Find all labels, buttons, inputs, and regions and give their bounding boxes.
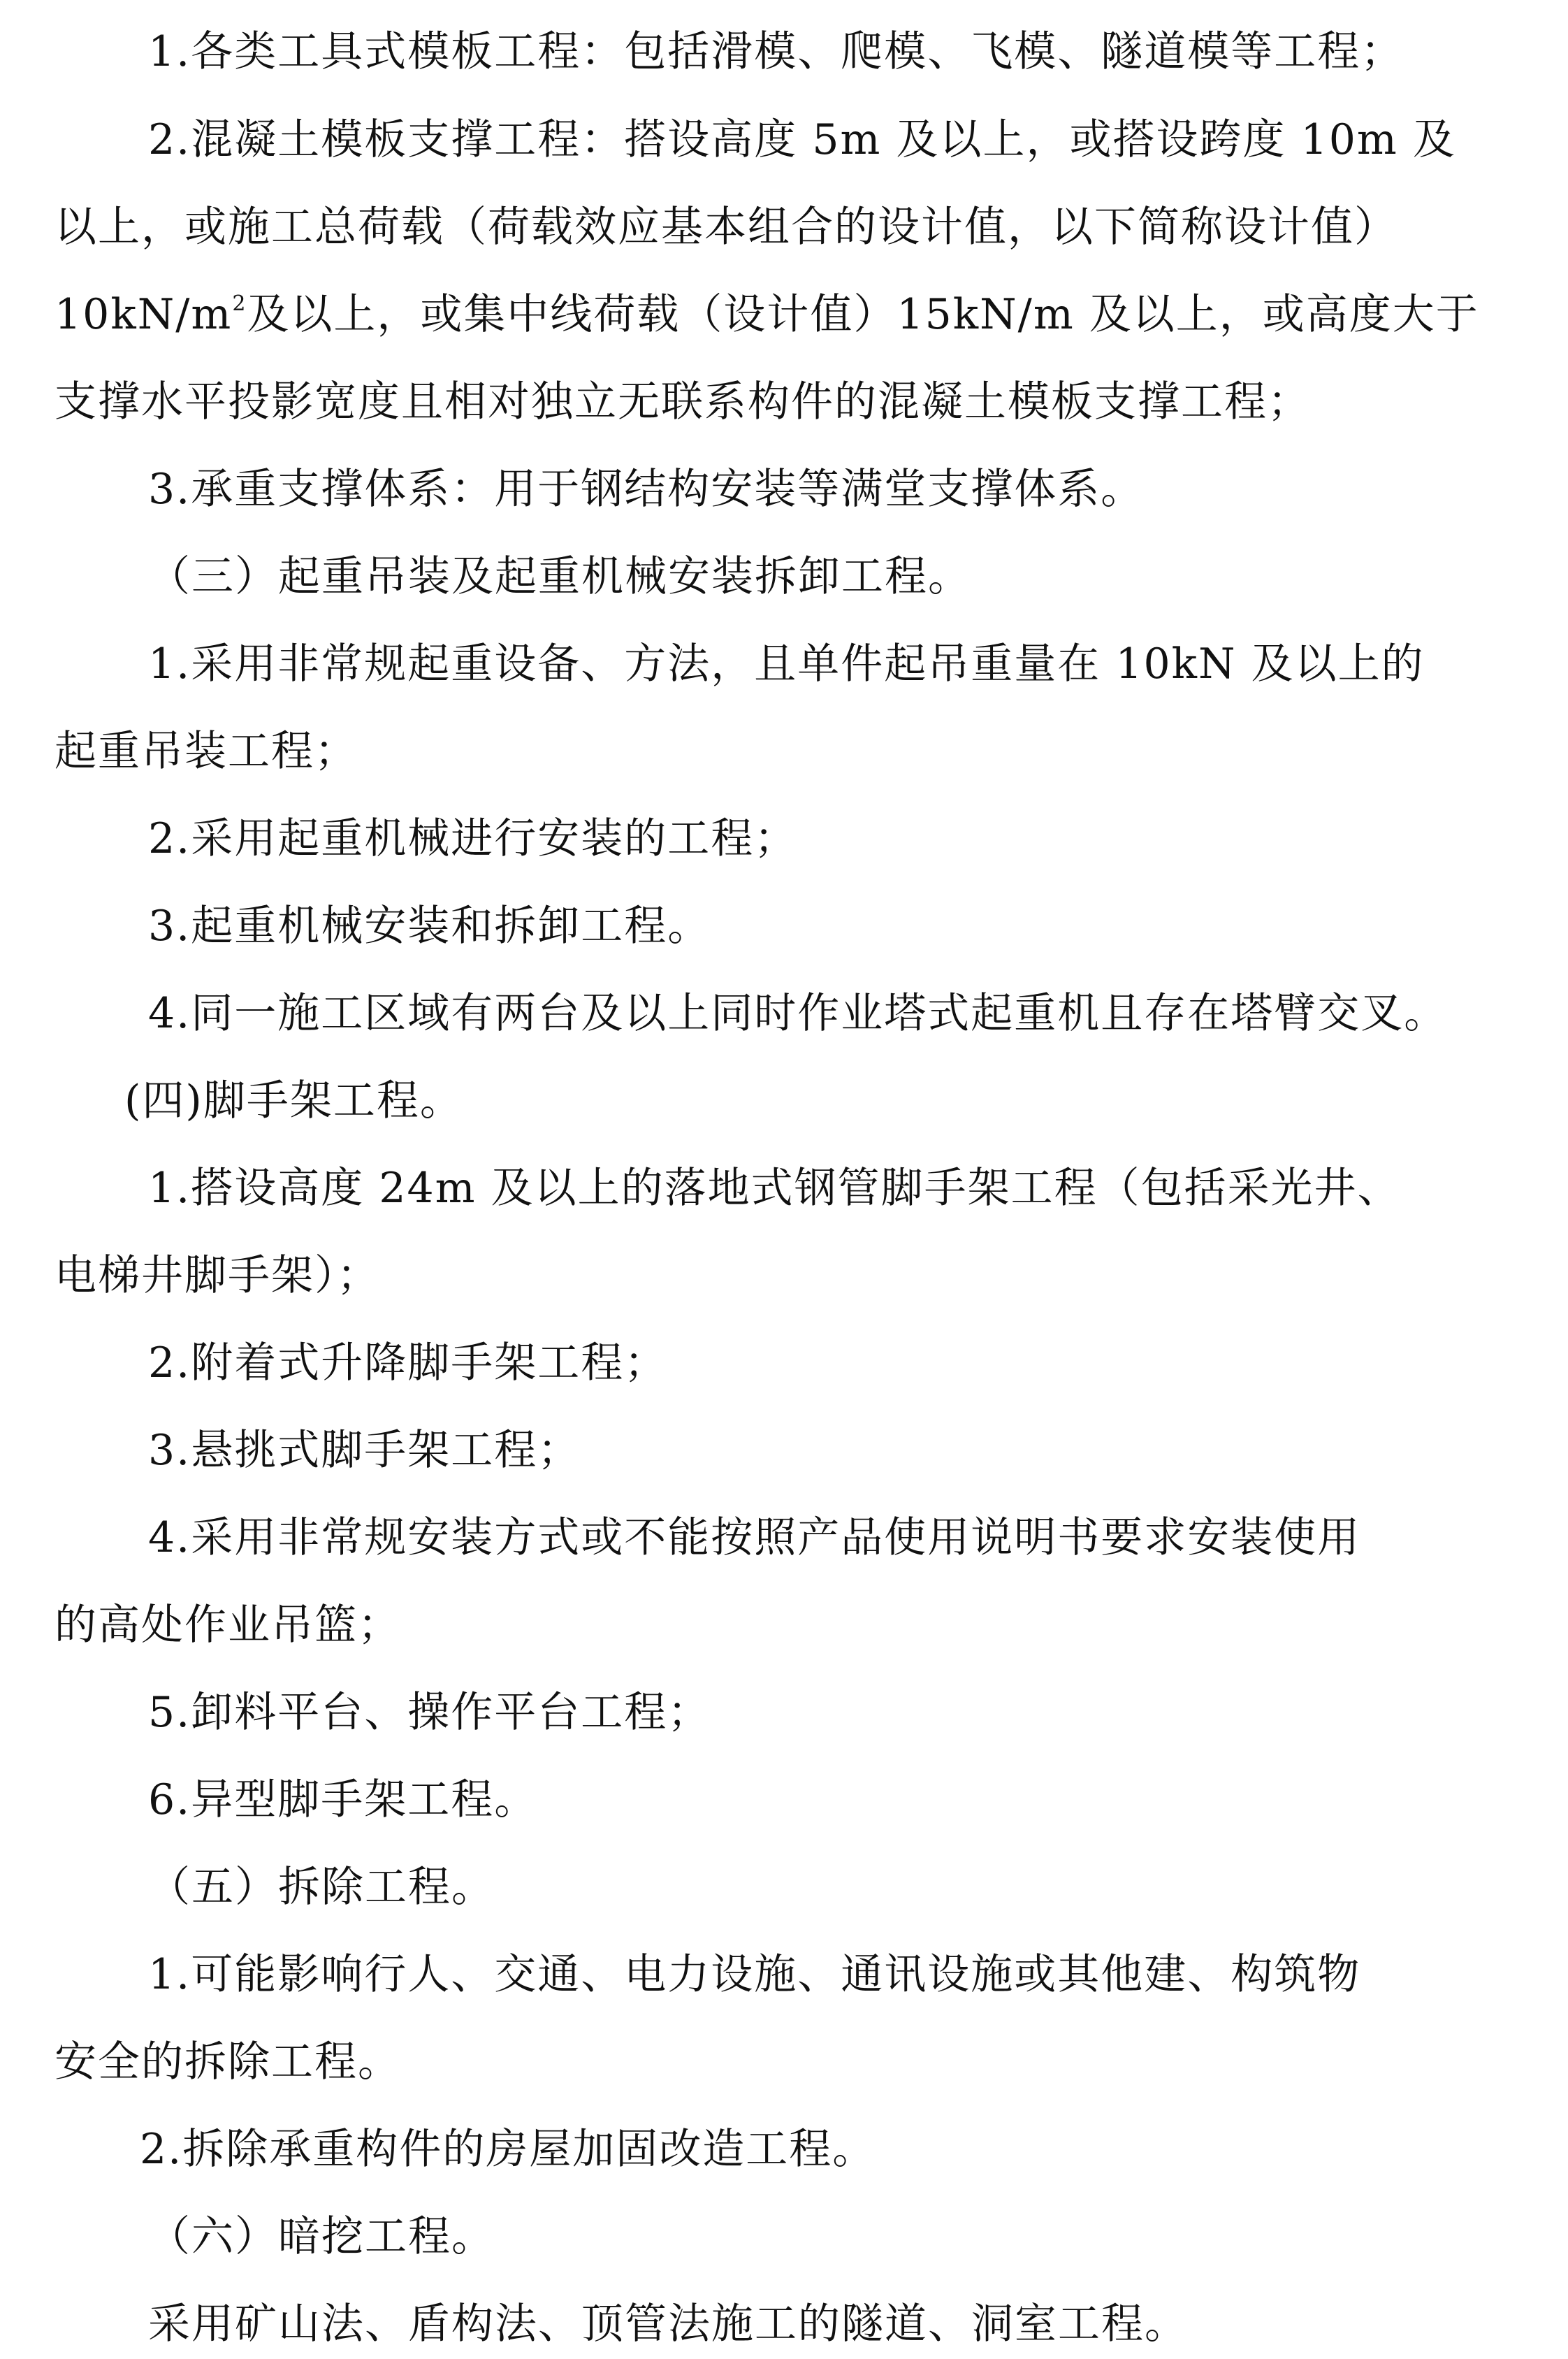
paragraph-line: 2.附着式升降脚手架工程； <box>148 1339 668 1387</box>
paragraph-line: 电梯井脚手架）； <box>55 1251 380 1300</box>
paragraph-line: 1.搭设高度 24m 及以上的落地式钢管脚手架工程（包括采光井、 <box>148 1164 1401 1213</box>
paragraph-line: 起重吊装工程； <box>55 727 358 776</box>
paragraph-line: 1.可能影响行人、交通、电力设施、通讯设施或其他建、构筑物 <box>148 1950 1361 1999</box>
paragraph-line: 4.同一施工区域有两台及以上同时作业塔式起重机且存在塔臂交叉。 <box>148 989 1448 1038</box>
paragraph-line: 2.拆除承重构件的房屋加固改造工程。 <box>140 2125 876 2174</box>
paragraph-line: 以上，或施工总荷载（荷载效应基本组合的设计值，以下简称设计值） <box>55 203 1398 252</box>
section-heading: (四)脚手架工程。 <box>124 1076 463 1125</box>
paragraph-line: 6.异型脚手架工程。 <box>148 1775 538 1824</box>
paragraph-line: 3.承重支撑体系：用于钢结构安装等满堂支撑体系。 <box>148 465 1145 514</box>
paragraph-line: 2.混凝土模板支撑工程：搭设高度 5m 及以上，或搭设跨度 10m 及 <box>148 115 1456 164</box>
section-heading: （六）暗挖工程。 <box>148 2212 495 2261</box>
paragraph-line: 3.悬挑式脚手架工程； <box>148 1426 581 1475</box>
paragraph-line: 采用矿山法、盾构法、顶管法施工的隧道、洞室工程。 <box>148 2300 1188 2349</box>
paragraph-line: 2.采用起重机械进行安装的工程； <box>148 814 798 863</box>
superscript-text: 2 <box>232 291 247 316</box>
paragraph-line: 安全的拆除工程。 <box>55 2037 401 2086</box>
paragraph-line: 4.采用非常规安装方式或不能按照产品使用说明书要求安装使用 <box>148 1513 1361 1562</box>
paragraph-line: 的高处作业吊篮； <box>55 1601 401 1650</box>
section-heading: （三）起重吊装及起重机械安装拆卸工程。 <box>148 552 971 601</box>
section-heading: （五）拆除工程。 <box>148 1863 495 1912</box>
unit-text: 10kN/m <box>55 290 233 339</box>
paragraph-line: 支撑水平投影宽度且相对独立无联系构件的混凝土模板支撑工程； <box>55 377 1311 426</box>
paragraph-line <box>55 287 1479 342</box>
paragraph-line: 3.起重机械安装和拆卸工程。 <box>148 902 711 951</box>
paragraph-line: 5.卸料平台、操作平台工程； <box>148 1688 711 1737</box>
paragraph-line: 1.采用非常规起重设备、方法，且单件起吊重量在 10kN 及以上的 <box>148 640 1425 688</box>
line-text: 及以上，或集中线荷载（设计值）15kN/m 及以上，或高度大于 <box>247 290 1479 339</box>
paragraph-line: 1.各类工具式模板工程：包括滑模、爬模、飞模、隧道模等工程； <box>148 27 1404 76</box>
